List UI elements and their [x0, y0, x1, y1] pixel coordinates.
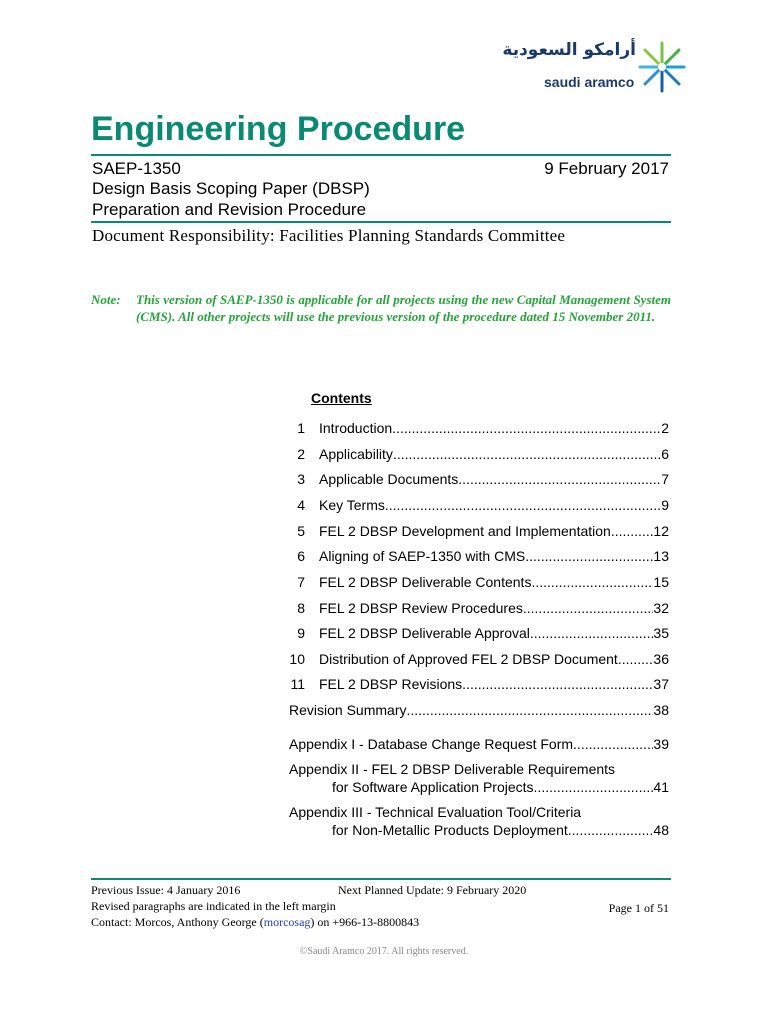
toc-title: Appendix II - FEL 2 DBSP Deliverable Requirements — [289, 761, 616, 777]
toc-title: FEL 2 DBSP Revisions — [319, 676, 463, 692]
toc-page: 2 — [661, 420, 669, 436]
document-responsibility: Document Responsibility: Facilities Planning Standards Committee — [92, 226, 566, 245]
toc-title: FEL 2 DBSP Deliverable Contents — [319, 574, 532, 590]
toc-appendix[interactable] — [287, 736, 669, 756]
copyright: ©Saudi Aramco 2017. All rights reserved. — [299, 946, 469, 957]
contents-heading: Contents — [311, 390, 372, 406]
toc-number: 2 — [297, 446, 305, 462]
toc-number: 8 — [297, 600, 305, 616]
toc-title: Distribution of Approved FEL 2 DBSP Document — [319, 651, 618, 667]
document-date: 9 February 2017 — [544, 159, 669, 178]
toc-page: 48 — [653, 822, 669, 838]
toc-appendix[interactable] — [287, 761, 669, 799]
aramco-star-icon — [638, 40, 686, 94]
toc-number: 10 — [289, 651, 305, 667]
toc-item[interactable] — [287, 625, 669, 645]
toc-title: FEL 2 DBSP Review Procedures — [319, 600, 523, 616]
revised-paragraphs-note: Revised paragraphs are indicated in the left margin — [91, 899, 336, 913]
toc-title: Key Terms — [319, 497, 385, 513]
toc-subtitle: for Software Application Projects — [332, 779, 534, 795]
toc-title: Introduction — [319, 420, 393, 436]
footer-divider — [91, 878, 671, 880]
toc-item[interactable] — [287, 497, 669, 517]
toc-page: 9 — [661, 497, 669, 513]
toc-page: 32 — [653, 600, 669, 616]
toc-title: Aligning of SAEP-1350 with CMS — [319, 548, 526, 564]
toc-title: Appendix III - Technical Evaluation Tool/Criteria — [289, 804, 582, 820]
toc-title: Appendix I - Database Change Request Form — [289, 736, 574, 752]
next-planned-update: Next Planned Update: 9 February 2020 — [338, 883, 527, 897]
toc-item[interactable] — [287, 471, 669, 491]
toc-item[interactable] — [287, 676, 669, 696]
toc-title: Revision Summary — [289, 702, 407, 718]
toc-item[interactable] — [287, 420, 669, 440]
toc-number: 7 — [297, 574, 305, 590]
toc-page: 7 — [661, 471, 669, 487]
contact-prefix: Contact: Morcos, Anthony George ( — [91, 915, 264, 929]
toc-subtitle: for Non-Metallic Products Deployment — [332, 822, 568, 838]
toc-title: Applicability — [319, 446, 393, 462]
saudi-aramco-logo — [502, 40, 686, 96]
page-number: Page 1 of 51 — [608, 901, 669, 915]
previous-issue: Previous Issue: 4 January 2016 — [91, 883, 241, 897]
logo-latin-text: saudi aramco — [544, 74, 635, 90]
toc-item[interactable] — [287, 651, 669, 671]
toc-item[interactable] — [287, 574, 669, 594]
toc-number: 5 — [297, 523, 305, 539]
toc-number: 4 — [297, 497, 305, 513]
toc-page: 41 — [653, 779, 669, 795]
toc-page: 13 — [653, 548, 669, 564]
note-label: Note: — [91, 292, 121, 307]
toc-appendix[interactable] — [287, 804, 669, 842]
toc-number: 1 — [297, 420, 305, 436]
toc-number: 9 — [297, 625, 305, 641]
toc-title: Applicable Documents — [319, 471, 459, 487]
note-text: This version of SAEP-1350 is applicable for all projects using the new Capital Management System (CMS). All other projects will use the previous version of the procedure dated 15 November 2011. — [136, 292, 671, 324]
toc-revision-summary[interactable] — [287, 702, 669, 722]
toc-title: FEL 2 DBSP Deliverable Approval — [319, 625, 530, 641]
toc-page: 12 — [653, 523, 669, 539]
document-subtitle-line1: Design Basis Scoping Paper (DBSP) — [92, 179, 370, 198]
toc-item[interactable] — [287, 548, 669, 568]
toc-number: 6 — [297, 548, 305, 564]
document-title: Engineering Procedure — [91, 110, 466, 148]
toc-item[interactable] — [287, 446, 669, 466]
toc-page: 15 — [653, 574, 669, 590]
toc-number: 3 — [297, 471, 305, 487]
contact-suffix: ) on +966-13-8800843 — [310, 915, 420, 929]
contact-info — [91, 915, 419, 930]
title-divider — [91, 154, 671, 156]
toc-page: 35 — [653, 625, 669, 641]
document-number: SAEP-1350 — [92, 159, 181, 178]
toc-item[interactable] — [287, 523, 669, 543]
toc-item[interactable] — [287, 600, 669, 620]
applicability-note — [91, 291, 671, 345]
toc-number: 11 — [290, 676, 305, 692]
document-subtitle-line2: Preparation and Revision Procedure — [92, 200, 367, 219]
toc-page: 37 — [653, 676, 669, 692]
toc-title: FEL 2 DBSP Development and Implementation — [319, 523, 611, 539]
toc-page: 38 — [653, 702, 669, 718]
subtitle-divider — [91, 221, 671, 223]
toc-page: 6 — [661, 446, 669, 462]
toc-page: 39 — [653, 736, 669, 752]
toc-page: 36 — [653, 651, 669, 667]
logo-arabic-text: أرامكو السعودية — [502, 40, 636, 60]
contact-link[interactable]: morcosag — [263, 915, 311, 929]
